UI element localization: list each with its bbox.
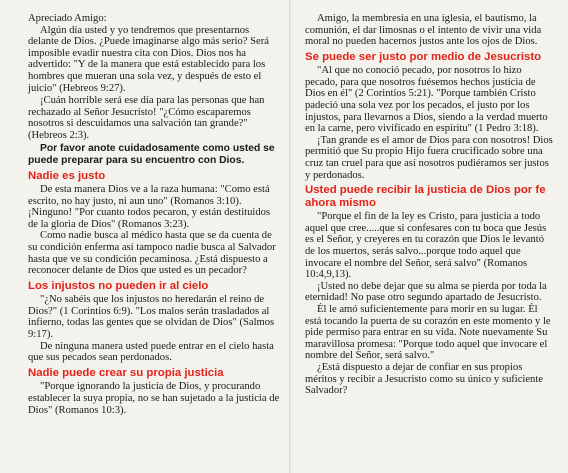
paragraph: "Al que no conoció pecado, por nosotros lo hizo pecado, para que nosotros fuésemos hechos justicia de Dios en él" (2 Corintios 5:21). "Porque también Cristo padeció una sola vez por los pecados, el justo por los injustos, para llevarnos a Dios, siendo a la verdad muerto en la carne, pero vivificado en espíritu" (1 Pedro 3:18). bbox=[305, 65, 548, 135]
paragraph: De esta manera Dios ve a la raza humana: "Como está escrito, no hay justo, ni aun uno" (Romanos 3:10). ¡Ninguno! "Por cuanto todos pecaron, y están destituidos de la gloria de Dios" (Romanos 3:23). bbox=[28, 184, 271, 230]
bold-paragraph: Por favor anote cuidadosamente como usted se puede preparar para su encuentro con Dios. bbox=[28, 142, 275, 166]
paragraph: Él le amó suficientemente para morir en su lugar. Él está tocando la puerta de su corazón en este momento y le pide permiso para entrar en su vida. Note nuevamente Su maravillosa promesa: "Porque todo aquel que invocare el nombre del Señor, será salvo." bbox=[305, 303, 551, 362]
section-heading: Usted puede recibir la justicia de Dios por fe ahora mismo bbox=[305, 184, 546, 209]
right-column bbox=[305, 13, 555, 397]
section-heading: Nadie es justo bbox=[28, 169, 106, 182]
paragraph: ¡Cuán horrible será ese día para las personas que han rechazado al Señor Jesucristo! "¿Cómo escaparemos nosotros si descuidamos una salvación tan grande?" (Hebreos 2:3). bbox=[28, 95, 265, 141]
paragraph: Algún día usted y yo tendremos que presentarnos delante de Dios. ¿Puede imaginarse algo más serio? Será imposible evadir nuestra cita con Dios. Dios nos ha advertido: "Y de la manera que está establecido para los hombres que mueran una sola vez, y después de esto el juicio" (Hebreos 9:27). bbox=[28, 24, 269, 94]
paragraph: ¿Está dispuesto a dejar de confiar en sus propios méritos y recibir a Jesucristo como su único y suficiente Salvador? bbox=[305, 361, 544, 397]
paragraph: ¡Tan grande es el amor de Dios para con nosotros! Dios permitió que Su propio Hijo fuera crucificado sobre una cruz tan cruel para que así nosotros pudiéramos ser justos y perdonados. bbox=[305, 134, 553, 181]
left-column bbox=[28, 13, 280, 416]
section-heading: Se puede ser justo por medio de Jesucristo bbox=[305, 50, 542, 63]
greeting: Apreciado Amigo: bbox=[28, 13, 107, 24]
paragraph: "¿No sabéis que los injustos no heredarán el reino de Dios?" (1 Corintios 6:9). "Los malos serán trasladados al infierno, todas las gentes que se olvidan de Dios" (Salmos 9:17). bbox=[28, 294, 275, 341]
paragraph: De ninguna manera usted puede entrar en el cielo hasta que sus pecados sean perdonados. bbox=[28, 340, 274, 364]
paragraph: Como nadie busca al médico hasta que se da cuenta de su condición enferma así tampoco nadie busca al Salvador hasta que ve su condición pecaminosa. ¿Está dispuesto a reconocer delante de Dios que usted es un pecador? bbox=[28, 230, 276, 277]
paragraph: Amigo, la membresía en una iglesia, el bautismo, la comunión, el dar limosnas o el intento de vivir una vida moral no pueden hacernos justos ante los ojos de Dios. bbox=[305, 13, 542, 48]
fold-line bbox=[289, 0, 291, 473]
paragraph: "Porque el fin de la ley es Cristo, para justicia a todo aquel que cree.....que si confesares con tu boca que Jesús es el Señor, y creyeres en tu corazón que Dios le levantó de los muertos, serás salvo...porque todo aquel que invocare el nombre del Señor, será salvo" (Romanos 10:4,9,13). bbox=[305, 211, 547, 281]
section-heading: Nadie puede crear su propia justicia bbox=[28, 366, 224, 379]
section-heading: Los injustos no pueden ir al cielo bbox=[28, 279, 209, 292]
paragraph: "Porque ignorando la justicia de Dios, y procurando establecer la suya propia, no se han sujetado a la justicia de Dios" (Romanos 10:3). bbox=[28, 381, 280, 416]
paragraph: ¡Usted no debe dejar que su alma se pierda por toda la eternidad! No pase otro segundo apartado de Jesucristo. bbox=[305, 280, 547, 304]
